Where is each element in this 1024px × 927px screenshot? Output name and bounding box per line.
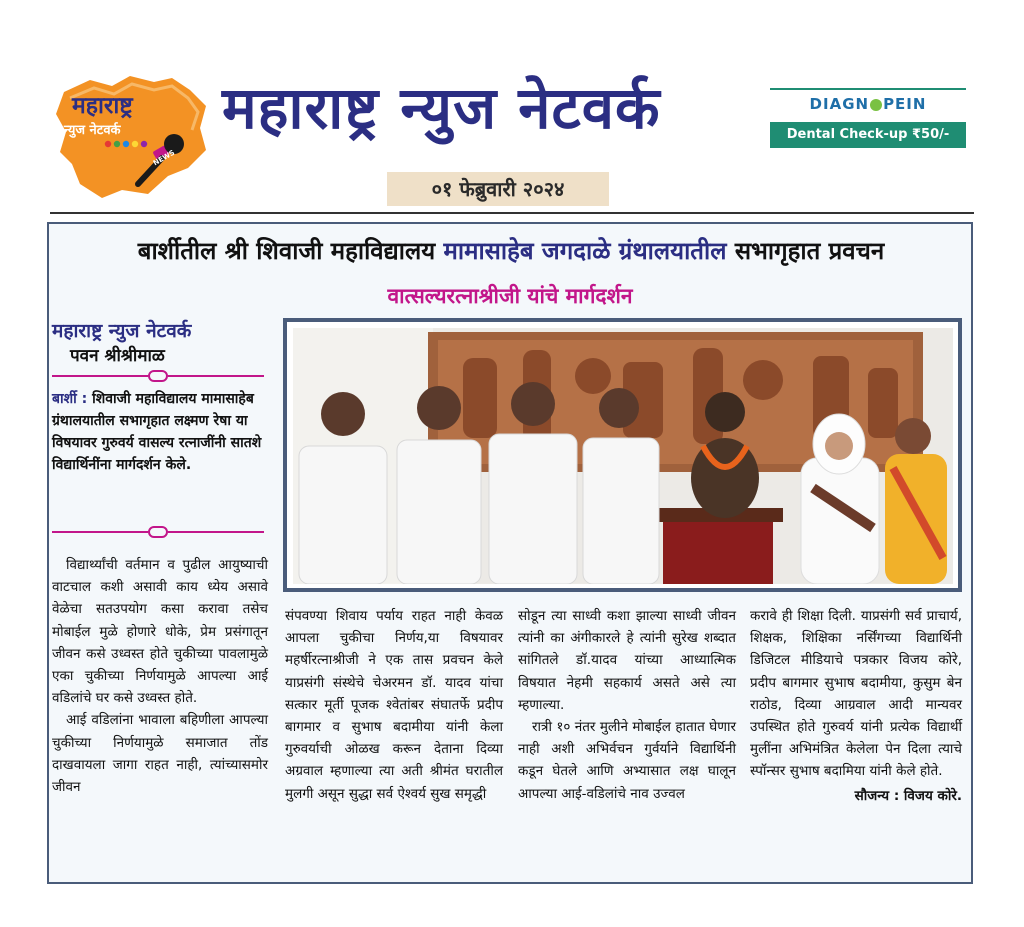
ornament-divider-bottom: [52, 526, 264, 538]
article-credit: सौजन्य : विजय कोरे.: [854, 787, 962, 804]
article-paragraph: करावे ही शिक्षा दिली. याप्रसंगी सर्व प्राचार्य, शिक्षक, शिक्षिका नर्सिंगच्या विद्यार्थिनी डिजिटल मीडियाचे पत्रकार विजय कोरे, प्रदीप बागमार सुभाष बदामीया, कुसुम बेन राठोड, दिव्या आग्रवाल आदी मान्यवर उपस्थित होते गुरुवर्य यांनी प्रत्येक विद्यार्थी मुलींना अभिमंत्रित केलेला पेन दिला त्याचे स्पॉन्सर सुभाष बदामिया यांनी केले होते.: [750, 608, 962, 780]
byline-reporter: पवन श्रीश्रीमाळ: [70, 346, 165, 366]
logo-news-badge: NEWS: [151, 148, 177, 168]
ad-brand-left: DIAGN: [809, 95, 870, 113]
article-headline: [58, 230, 964, 272]
ornament-divider-top: [52, 370, 264, 382]
logo-subtitle: न्युज नेटवर्क: [64, 123, 121, 138]
masthead-logo: [50, 72, 210, 202]
article-paragraph: संपवण्या शिवाय पर्याय राहत नाही केवळ आपला चुकीचा निर्णय,या विषयावर महर्षीरत्नाश्रीजी ने एक तास प्रवचन केले याप्रसंगी संस्थेचे चेअरमन डॉ. यादव यांचा सत्कार मूर्ती पूजक श्वेतांबर संघातर्फे प्रदीप बागमार व सुभाष बदामीया यांनी केला गुरुवर्याची ओळख करून देताना दिव्या अग्रवाल म्हणाल्या त्या अती श्रीमंत घरातील मुलगी असून सुद्धा सर्व ऐश्वर्य सुख समृद्धी: [285, 608, 503, 802]
logo-title: महाराष्ट्र: [72, 92, 133, 119]
article-subheadline: वात्सल्यरत्नाश्रीजी यांचे मार्गदर्शन: [387, 284, 633, 308]
ad-brand: [770, 88, 966, 120]
article-paragraph: आई वडिलांना भावाला बहिणीला आपल्या चुकीच्या निर्णयामुळे समाजात तोंड दाखवायला जागा राहत नाही, त्यांच्यासमोर जीवन: [52, 712, 268, 796]
ad-tagline: Dental Check-up ₹50/-: [770, 122, 966, 148]
event-photo-illustration: [293, 328, 953, 584]
article-column-4: [750, 605, 962, 865]
masthead-rule: [50, 212, 974, 214]
ad-brand-o-icon: [870, 99, 882, 111]
article-paragraph: सोडून त्या साध्वी कशा झाल्या साध्वी जीवन त्यांनी का अंगीकारले हे त्यांनी सुरेख शब्दात सांगितले डॉ.यादव यांच्या आध्यात्मिक विषयात नेहमी सहकार्य असते असे त्या म्हणाल्या.: [518, 608, 736, 713]
article-column-2: [285, 605, 503, 865]
lead-text: शिवाजी महाविद्यालय मामासाहेब ग्रंथालयातील सभागृहात लक्ष्मण रेषा या विषयावर गुरुवर्य वासल्य रत्नाजींनी सातशे विद्यार्थिनींना मार्गदर्शन केले.: [52, 391, 262, 473]
event-photo: [293, 328, 953, 584]
masthead-title: महाराष्ट्र न्युज नेटवर्क: [222, 74, 661, 142]
headline-part-2: मामासाहेब जगदाळे ग्रंथालयातील: [443, 237, 727, 265]
article-column-1: [52, 554, 268, 870]
issue-date: ०१ फेब्रुवारी २०२४: [387, 172, 609, 206]
byline-organization: महाराष्ट्र न्युज नेटवर्क: [52, 320, 192, 342]
headline-part-1: बार्शीतील श्री शिवाजी महाविद्यालय: [137, 237, 436, 265]
article-paragraph: रात्री १० नंतर मुलीने मोबाईल हातात घेणार नाही अशी अभिर्वचन गुर्वर्याने विद्यार्थिनी कडून घेतले आणि अभ्यासात लक्ष घालून आपल्या आई-वडिलांचे नाव उज्वल: [518, 719, 736, 802]
article-column-3: [518, 605, 736, 865]
diagnopein-ad[interactable]: [770, 88, 966, 152]
lead-place: बार्शी :: [52, 391, 88, 407]
article-lead: [52, 388, 266, 524]
ad-brand-right: PEIN: [883, 95, 927, 113]
headline-part-3: सभागृहात प्रवचन: [734, 237, 885, 265]
article-paragraph: विद्यार्थ्यांची वर्तमान व पुढील आयुष्याची वाटचाल कशी असावी काय ध्येय असावे वेळेचा सतउपयोग कसा करावा तसेच मोबाईल मुळे होणारे धोके, प्रेम प्रसंगातून जीवन कसे उध्वस्त होते चुकीच्या पावलामुळे एका चुकीच्या निर्णयामुळे आपल्या आई वडिलांचे घर कसे उध्वस्त होते.: [52, 557, 268, 707]
